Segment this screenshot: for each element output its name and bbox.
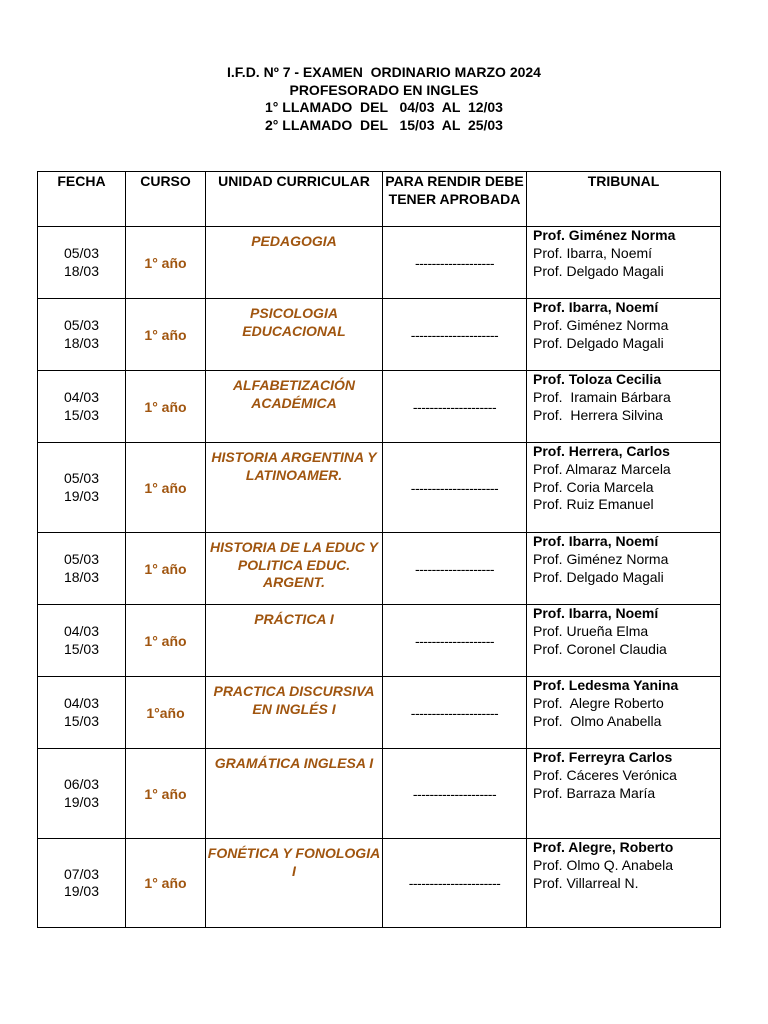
unidad-curricular-name: HISTORIA DE LA EDUC Y POLITICA EDUC. ARGENT.	[209, 539, 379, 590]
cell-para-rendir: ---------------------	[383, 677, 527, 749]
table-header-row	[38, 172, 721, 227]
cell-fecha	[38, 443, 126, 533]
exam-date: 15/03	[63, 640, 100, 657]
cell-curso: 1° año	[126, 839, 206, 928]
cell-unidad-curricular	[206, 299, 383, 371]
table-row	[38, 839, 721, 928]
tribunal-member: Prof. Ibarra, Noemí	[533, 244, 653, 261]
unidad-curricular-name: PSICOLOGIA EDUCACIONAL	[242, 305, 346, 339]
column-header-curso: CURSO	[126, 172, 206, 227]
exam-date: 06/03	[63, 776, 100, 792]
exam-date: 05/03	[63, 551, 100, 567]
exam-date: 05/03	[63, 245, 100, 261]
unidad-curricular-name: GRAMÁTICA INGLESA I	[214, 755, 374, 771]
column-header-fecha: FECHA	[38, 172, 126, 227]
unidad-curricular-name: HISTORIA ARGENTINA Y LATINOAMER.	[211, 449, 377, 483]
tribunal-member: Prof. Coronel Claudia	[533, 640, 667, 657]
cell-para-rendir: --------------------	[383, 371, 527, 443]
cell-para-rendir: ---------------------	[383, 443, 527, 533]
exam-date: 18/03	[63, 334, 100, 351]
tribunal-member: Prof. Delgado Magali	[533, 334, 664, 351]
unidad-curricular-name: PEDAGOGIA	[251, 233, 337, 249]
exam-date: 18/03	[63, 568, 100, 585]
tribunal-member: Prof. Cáceres Verónica	[533, 766, 677, 783]
unidad-curricular-name: PRACTICA DISCURSIVA EN INGLÉS I	[213, 683, 375, 717]
exam-date: 18/03	[63, 262, 100, 279]
exam-date: 04/03	[63, 695, 100, 711]
tribunal-president: Prof. Ibarra, Noemí	[533, 299, 659, 315]
cell-tribunal	[527, 749, 721, 839]
tribunal-member: Prof. Delgado Magali	[533, 262, 664, 279]
document-header	[0, 64, 768, 134]
tribunal-member: Prof. Herrera Silvina	[533, 406, 663, 423]
table-row	[38, 677, 721, 749]
tribunal-member: Prof. Giménez Norma	[533, 550, 669, 567]
tribunal-member: Prof. Ruiz Emanuel	[533, 496, 654, 513]
cell-para-rendir: ---------------------	[383, 299, 527, 371]
tribunal-president: Prof. Toloza Cecilia	[533, 371, 662, 387]
cell-tribunal	[527, 371, 721, 443]
cell-fecha	[38, 677, 126, 749]
tribunal-president: Prof. Giménez Norma	[533, 227, 676, 243]
tribunal-president: Prof. Ferreyra Carlos	[533, 749, 673, 765]
exam-date: 19/03	[63, 487, 100, 504]
table-row	[38, 299, 721, 371]
cell-fecha	[38, 371, 126, 443]
exam-date: 05/03	[63, 317, 100, 333]
exam-date: 05/03	[63, 470, 100, 486]
cell-fecha	[38, 299, 126, 371]
header-line-3: 1° LLAMADO DEL 04/03 AL 12/03	[265, 99, 503, 115]
header-line-2: PROFESORADO EN INGLES	[289, 81, 479, 98]
table-row	[38, 227, 721, 299]
exam-date: 15/03	[63, 406, 100, 423]
cell-curso: 1° año	[126, 605, 206, 677]
cell-tribunal	[527, 677, 721, 749]
tribunal-member: Prof. Barraza María	[533, 784, 656, 801]
cell-unidad-curricular	[206, 371, 383, 443]
column-header-rendir: PARA RENDIR DEBE TENER APROBADA	[383, 172, 527, 227]
cell-curso: 1° año	[126, 533, 206, 605]
tribunal-member: Prof. Olmo Q. Anabela	[533, 856, 674, 873]
header-line-4: 2° LLAMADO DEL 15/03 AL 25/03	[265, 116, 503, 133]
cell-tribunal	[527, 839, 721, 928]
exam-date: 15/03	[63, 712, 100, 729]
cell-curso: 1° año	[126, 227, 206, 299]
cell-curso: 1° año	[126, 443, 206, 533]
tribunal-member: Prof. Giménez Norma	[533, 316, 669, 333]
exam-date: 07/03	[63, 865, 100, 882]
table-row	[38, 443, 721, 533]
table-body	[38, 227, 721, 928]
cell-curso: 1° año	[126, 371, 206, 443]
cell-unidad-curricular	[206, 605, 383, 677]
cell-fecha	[38, 749, 126, 839]
tribunal-member: Prof. Olmo Anabella	[533, 712, 662, 729]
cell-tribunal	[527, 443, 721, 533]
exam-schedule-table	[37, 171, 721, 928]
tribunal-president: Prof. Ibarra, Noemí	[533, 605, 659, 621]
table-row	[38, 749, 721, 839]
column-header-tribunal: TRIBUNAL	[527, 172, 721, 227]
table-row	[38, 533, 721, 605]
tribunal-president: Prof. Herrera, Carlos	[533, 443, 670, 459]
cell-unidad-curricular	[206, 227, 383, 299]
tribunal-member: Prof. Coria Marcela	[533, 478, 654, 495]
exam-date: 19/03	[63, 793, 100, 810]
cell-tribunal	[527, 227, 721, 299]
tribunal-member: Prof. Iramain Bárbara	[533, 388, 671, 405]
column-header-unidad: UNIDAD CURRICULAR	[206, 172, 383, 227]
cell-para-rendir: -------------------	[383, 533, 527, 605]
exam-date: 04/03	[63, 389, 100, 405]
header-line-1: I.F.D. Nº 7 - EXAMEN ORDINARIO MARZO 2024	[227, 64, 541, 80]
cell-curso: 1°año	[126, 677, 206, 749]
tribunal-member: Prof. Delgado Magali	[533, 568, 664, 585]
unidad-curricular-name: PRÁCTICA I	[254, 611, 334, 627]
cell-para-rendir: ----------------------	[383, 839, 527, 928]
tribunal-president: Prof. Alegre, Roberto	[533, 839, 674, 855]
cell-tribunal	[527, 299, 721, 371]
cell-fecha	[38, 227, 126, 299]
cell-para-rendir: -------------------	[383, 605, 527, 677]
unidad-curricular-name: FONÉTICA Y FONOLOGIA I	[207, 845, 381, 879]
cell-unidad-curricular	[206, 533, 383, 605]
tribunal-member: Prof. Urueña Elma	[533, 622, 649, 639]
tribunal-president: Prof. Ibarra, Noemí	[533, 533, 659, 549]
unidad-curricular-name: ALFABETIZACIÓN ACADÉMICA	[232, 377, 356, 411]
cell-curso: 1° año	[126, 299, 206, 371]
cell-para-rendir: --------------------	[383, 749, 527, 839]
cell-para-rendir: -------------------	[383, 227, 527, 299]
cell-unidad-curricular	[206, 839, 383, 928]
cell-unidad-curricular	[206, 677, 383, 749]
exam-date: 04/03	[63, 623, 100, 639]
tribunal-member: Prof. Villarreal N.	[533, 874, 639, 891]
cell-unidad-curricular	[206, 443, 383, 533]
cell-unidad-curricular	[206, 749, 383, 839]
cell-fecha	[38, 605, 126, 677]
cell-curso: 1° año	[126, 749, 206, 839]
cell-fecha	[38, 839, 126, 928]
tribunal-president: Prof. Ledesma Yanina	[533, 677, 679, 693]
cell-fecha	[38, 533, 126, 605]
cell-tribunal	[527, 533, 721, 605]
exam-date: 19/03	[63, 883, 100, 899]
tribunal-member: Prof. Almaraz Marcela	[533, 460, 671, 477]
cell-tribunal	[527, 605, 721, 677]
table-row	[38, 371, 721, 443]
table-row	[38, 605, 721, 677]
tribunal-member: Prof. Alegre Roberto	[533, 694, 664, 711]
